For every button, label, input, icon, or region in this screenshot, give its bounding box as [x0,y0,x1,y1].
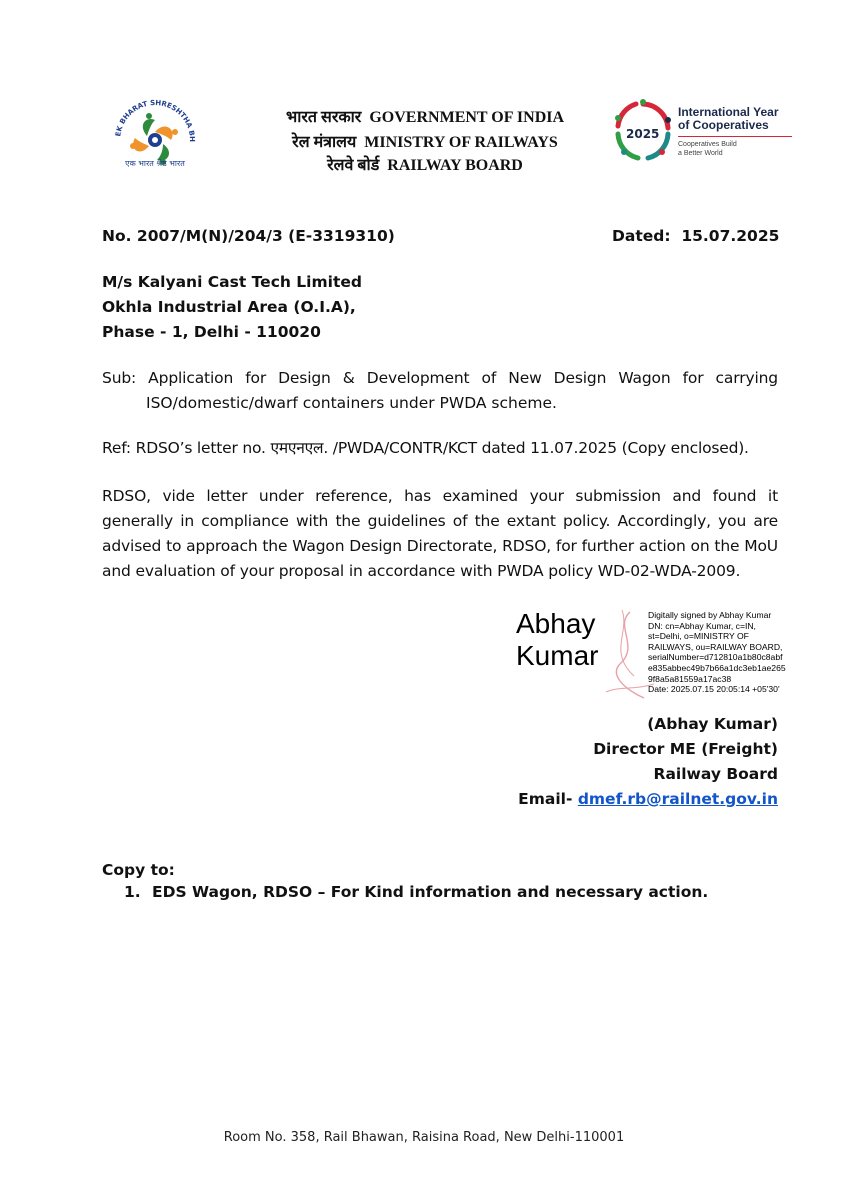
addressee-block [102,270,362,345]
subject-line1: Sub: Application for Design & Development of New Design Wagon for carrying [102,369,778,387]
cooperatives-divider [678,136,792,137]
list-item-number: 1. [124,883,141,901]
header-government-english: GOVERNMENT OF INDIA [369,109,565,126]
addressee-line: Okhla Industrial Area (O.I.A), [102,298,356,316]
letter-date [612,224,779,249]
subject [102,366,778,416]
header-board-hindi: रेलवे बोर्ड [327,157,380,174]
signatory-designation: Director ME (Freight) [593,740,778,758]
addressee-line: Phase - 1, Delhi - 110020 [102,323,321,341]
addressee-line: M/s Kalyani Cast Tech Limited [102,273,362,291]
digital-signature [516,606,796,702]
header-board [250,153,600,175]
ek-bharat-logo [108,94,202,180]
signature-details: Digitally signed by Abhay Kumar DN: cn=Abhay Kumar, c=IN, st=Delhi, o=MINISTRY OF RAILWAYS, ou=RAILWAY BOARD, serialNumber=d712810a1b80c8abf e835abbec49b7b66a1dc3eb1ae265 9f8a5a81559a17ac38 Date: 2025.07.15 20:05:14 +05'30' [648,610,786,695]
copy-to-list [124,880,708,905]
list-item [124,880,708,905]
reference: Ref: RDSO’s letter no. एमएनएल. /PWDA/CONTR/KCT dated 11.07.2025 (Copy enclosed). [102,439,749,457]
signature-name-line2: Kumar [516,640,599,671]
logo-bottom-text: एक भारत श्रेष्ठ भारत [125,159,185,168]
cooperatives-tagline-line2: a Better World [678,150,723,157]
subject-line2: ISO/domestic/dwarf containers under PWDA scheme. [146,394,557,412]
date-label: Dated: [612,227,671,245]
signatory-block [470,712,778,812]
copy-to-heading: Copy to: [102,861,175,879]
signatory-office: Railway Board [653,765,778,783]
signatory-name: (Abhay Kumar) [647,715,778,733]
cooperatives-logo [612,98,792,170]
body-paragraph: RDSO, vide letter under reference, has examined your submission and found it generally in compliance with the guidelines of the extant policy. Accordingly, you are advised to approach the Wagon Design Directorate, RDSO, for further action on the MoU and evaluation of your proposal in accordance with PWDA policy WD-02-WDA-2009. [102,487,778,580]
header-ministry-english: MINISTRY OF RAILWAYS [364,134,558,151]
signature-name-line1: Abhay [516,608,596,639]
letter-number: No. 2007/M(N)/204/3 (E-3319310) [102,227,395,245]
header-government [250,105,600,127]
footer-address: Room No. 358, Rail Bhawan, Raisina Road, New Delhi-110001 [223,1130,625,1145]
cooperatives-wreath-icon [612,98,674,166]
signatory-email-line [470,787,778,812]
cooperatives-title-line2: of Cooperatives [678,118,769,132]
list-item-text: EDS Wagon, RDSO – For Kind information and necessary action. [152,883,709,901]
email-link[interactable]: dmef.rb@railnet.gov.in [577,790,778,808]
cooperatives-tagline-line1: Cooperatives Build [678,141,737,148]
cooperatives-title-line1: International Year [678,105,779,119]
header-ministry [250,130,600,152]
email-label: Email- [518,790,573,808]
cooperatives-year: 2025 [626,127,660,141]
logo-arc-text: EK BHARAT SHRESHTHA BH [114,98,197,143]
date-value: 15.07.2025 [681,227,780,245]
header-board-english: RAILWAY BOARD [387,157,523,174]
header-ministry-hindi: रेल मंत्रालय [292,134,357,151]
header-government-hindi: भारत सरकार [285,109,362,126]
